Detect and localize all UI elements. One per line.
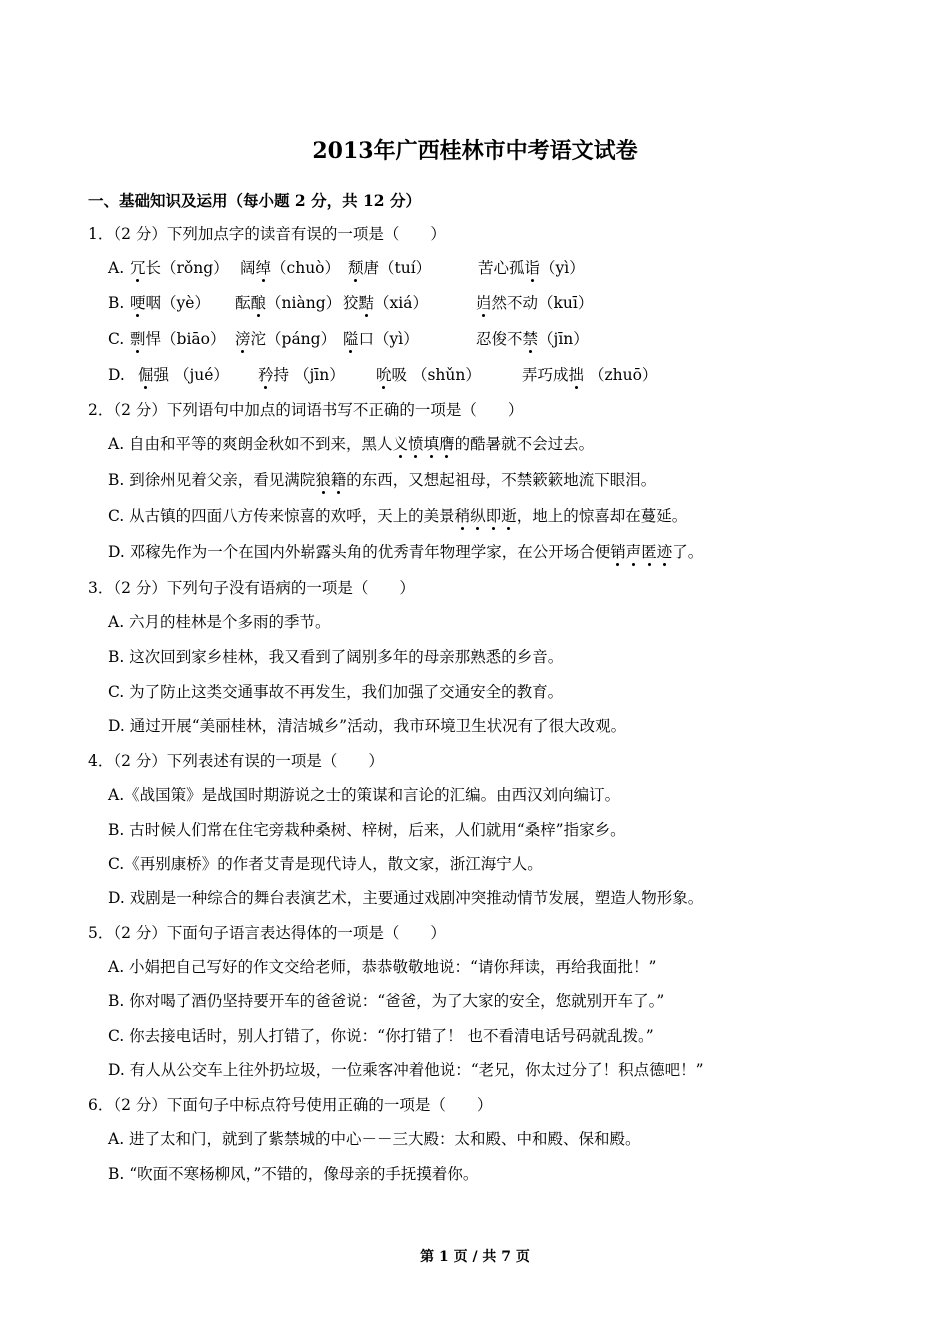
dotted-char: 绰	[255, 259, 272, 277]
question-1-option-a	[108, 258, 585, 278]
option-item: 滂沱（páng）	[235, 330, 337, 348]
dotted-char: 倔	[138, 366, 154, 384]
question-1-option-d	[108, 365, 658, 385]
question-6-stem: 6．（2 分）下面句子中标点符号使用正确的一项是（ ）	[88, 1096, 493, 1114]
question-4-stem: 4．（2 分）下列表述有误的一项是（ ）	[88, 752, 384, 770]
option-item: 倔强 （jué）	[138, 366, 229, 384]
dotted-char: 稍	[454, 507, 471, 525]
question-5-stem: 5．（2 分）下面句子语言表达得体的一项是（ ）	[88, 924, 446, 942]
dotted-phrase	[315, 471, 346, 489]
option-item: 弄巧成拙 （zhuō）	[522, 366, 658, 384]
dotted-char: 义	[392, 435, 409, 453]
question-2-option-c: C. 从古镇的四面八方传来惊喜的欢呼，天上的美景稍纵即逝，地上的惊喜却在蔓延。	[108, 507, 688, 525]
question-1-stem: 1．（2 分）下列加点字的读音有误的一项是（ ）	[88, 225, 446, 243]
dotted-phrase	[455, 507, 517, 525]
question-4-option-a: A.《战国策》是战国时期游说之士的策谋和言论的汇编。由西汉刘向编订。	[108, 786, 621, 804]
option-item: 隘口（yì）	[343, 330, 419, 348]
dotted-char: 逝	[501, 507, 517, 525]
question-2-stem: 2．（2 分）下列语句中加点的词语书写不正确的一项是（ ）	[88, 401, 524, 419]
dotted-char: 匿	[641, 543, 657, 561]
dotted-char: 矜	[258, 366, 274, 384]
dotted-phrase	[610, 543, 672, 561]
option-item: 颓唐（tuí）	[348, 259, 432, 277]
question-3-option-c: C. 为了防止这类交通事故不再发生，我们加强了交通安全的教育。	[108, 683, 564, 701]
question-2-option-b: B. 到徐州见着父亲，看见满院狼籍的东西，又想起祖母，不禁簌簌地流下眼泪。	[108, 471, 657, 489]
page-footer: 第 1 页 / 共 7 页	[420, 1249, 530, 1265]
question-4-option-b: B. 古时候人们常在住宅旁栽种桑树、梓树，后来，人们就用“桑梓”指家乡。	[108, 821, 626, 839]
option-item: 冗长（rǒng）	[130, 259, 229, 277]
dotted-char: 隘	[343, 330, 359, 348]
question-6-option-a: A. 进了太和门，就到了紫禁城的中心－－三大殿：太和殿、中和殿、保和殿。	[108, 1130, 641, 1148]
dotted-char: 籍	[330, 471, 347, 489]
option-item: 哽咽（yè）	[130, 294, 210, 312]
dotted-char: 禁	[522, 330, 539, 348]
option-label: A.	[108, 259, 125, 277]
option-label: B.	[108, 294, 125, 312]
dotted-char: 吮	[376, 366, 392, 384]
dotted-char: 拙	[568, 366, 585, 384]
dotted-char: 剽	[130, 330, 146, 348]
option-item: 苦心孤诣（yì）	[478, 259, 585, 277]
option-item: 矜持 （jīn）	[258, 366, 345, 384]
question-4-option-d: D. 戏剧是一种综合的舞台表演艺术，主要通过戏剧冲突推动情节发展，塑造人物形象。	[108, 889, 704, 907]
dotted-char: 迹	[656, 543, 673, 561]
question-1-option-c	[108, 329, 589, 349]
option-item: 吮吸 （shǔn）	[376, 366, 481, 384]
question-2-option-a: A. 自由和平等的爽朗金秋如不到来，黑人义愤填膺的酷暑就不会过去。	[108, 435, 595, 453]
option-item: 剽悍（biāo）	[130, 330, 226, 348]
dotted-phrase	[393, 435, 455, 453]
option-item: 岿然不动（kuī）	[476, 294, 594, 312]
question-4-option-c: C.《再别康桥》的作者艾青是现代诗人，散文家，浙江海宁人。	[108, 855, 543, 873]
section-heading: 一、基础知识及运用（每小题 2 分，共 12 分）	[88, 191, 421, 210]
dotted-char: 黠	[358, 294, 375, 312]
question-6-option-b: B. “吹面不寒杨柳风，”不错的，像母亲的手抚摸着你。	[108, 1165, 479, 1183]
dotted-char: 滂	[235, 330, 251, 348]
question-5-option-b: B. 你对喝了酒仍坚持要开车的爸爸说：“爸爸，为了大家的安全，您就别开车了。”	[108, 992, 665, 1010]
dotted-char: 声	[625, 543, 642, 561]
dotted-char: 岿	[476, 294, 492, 312]
question-3-stem: 3．（2 分）下列句子没有语病的一项是（ ）	[88, 579, 415, 597]
question-3-option-b: B. 这次回到家乡桂林，我又看到了阔别多年的母亲那熟悉的乡音。	[108, 648, 564, 666]
question-1-option-b	[108, 293, 594, 313]
dotted-char: 诣	[524, 259, 541, 277]
dotted-char: 冗	[130, 259, 146, 277]
question-3-option-a: A. 六月的桂林是个多雨的季节。	[108, 613, 331, 631]
dotted-char: 即	[485, 507, 502, 525]
dotted-char: 填	[423, 435, 440, 453]
dotted-char: 销	[610, 543, 626, 561]
question-5-option-c: C. 你去接电话时，别人打错了，你说：“你打错了！ 也不看清电话号码就乱拨。”	[108, 1027, 654, 1045]
dotted-char: 酿	[250, 294, 267, 312]
question-5-option-d: D. 有人从公交车上往外扔垃圾，一位乘客冲着他说：“老兄，你太过分了！积点德吧！”	[108, 1061, 704, 1079]
option-item: 阔绰（chuò）	[240, 259, 341, 277]
dotted-char: 愤	[408, 435, 424, 453]
dotted-char: 颓	[348, 259, 364, 277]
option-label: C.	[108, 330, 125, 348]
question-2-option-d: D. 邓稼先作为一个在国内外崭露头角的优秀青年物理学家，在公开场合便销声匿迹了。	[108, 543, 704, 561]
dotted-char: 纵	[470, 507, 486, 525]
dotted-char: 狼	[315, 471, 331, 489]
question-5-option-a: A. 小娟把自己写好的作文交给老师，恭恭敬敬地说：“请你拜读，再给我面批！”	[108, 958, 657, 976]
option-label: D.	[108, 366, 125, 384]
option-item: 忍俊不禁（jīn）	[476, 330, 589, 348]
question-3-option-d: D. 通过开展“美丽桂林，清洁城乡”活动，我市环境卫生状况有了很大改观。	[108, 717, 627, 735]
dotted-char: 膺	[439, 435, 455, 453]
option-item: 狡黠（xiá）	[343, 294, 428, 312]
option-item: 酝酿（niàng）	[235, 294, 342, 312]
dotted-char: 哽	[130, 294, 146, 312]
page-title: 2013年广西桂林市中考语文试卷	[312, 138, 638, 164]
